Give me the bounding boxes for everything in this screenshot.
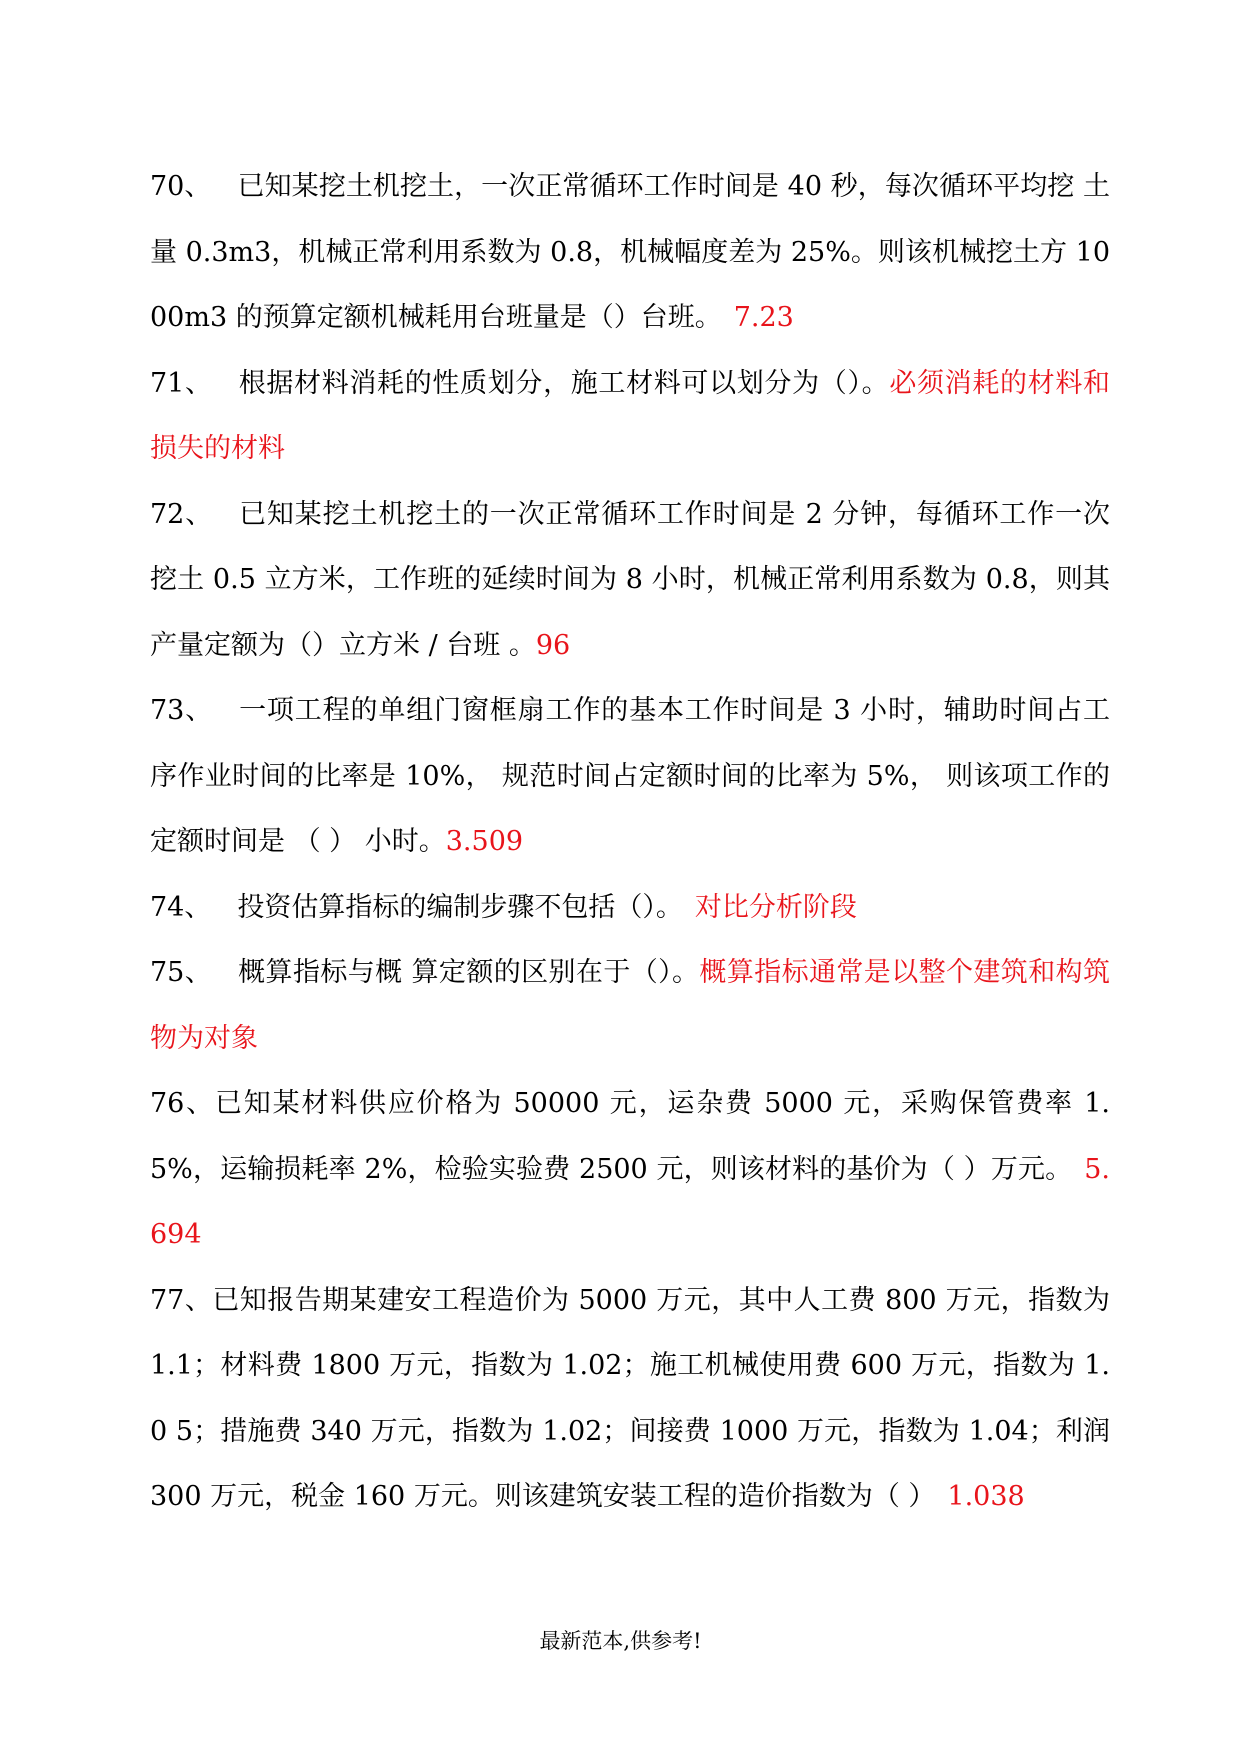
question-answer: 7.23 — [733, 302, 794, 333]
question-number: 70、 — [150, 171, 212, 202]
question-number: 72、 — [150, 498, 214, 530]
question-number: 73、 — [150, 695, 214, 726]
question-text: 根据材料消耗的性质划分，施工材料可以划分为（）。 — [238, 367, 890, 399]
question-answer: 5.694 — [150, 1153, 1110, 1250]
question-text: 概算指标与概 算定额的区别在于（）。 — [238, 957, 700, 988]
question-text: 已知某挖土机挖土的一次正常循环工作时间是 2 分钟，每循环工作一次 挖土 0.5 立方米，工作班的延续时间为 8 小时，机械正常利用系数为 0.8，则其 产量定额为（）立方米 / 台班 。 — [150, 498, 1111, 661]
question-answer: 必须消耗的材料和损失的材料 — [150, 367, 1111, 464]
question-74 — [150, 875, 1110, 941]
question-70 — [150, 154, 1110, 351]
question-answer: 对比分析阶段 — [694, 891, 857, 923]
question-number: 71、 — [150, 367, 213, 399]
question-text: 投资估算指标的编制步骤不包括（）。 — [237, 891, 683, 923]
question-number: 74、 — [150, 891, 212, 923]
question-answer: 概算指标通常是以整个建筑和构筑物为对象 — [150, 957, 1110, 1054]
question-75 — [150, 940, 1110, 1071]
question-list — [150, 154, 1110, 1530]
question-answer: 1.038 — [947, 1481, 1025, 1512]
question-number: 76、 — [150, 1088, 215, 1119]
question-71 — [150, 351, 1110, 482]
question-text: 一项工程的单组门窗框扇工作的基本工作时间是 3 小时，辅助时间占工 序作业时间的比率是 10%， 规范时间占定额时间的比率为 5%， 则该项工作的定额时间是 （ ） 小时。 — [150, 695, 1111, 857]
question-text: 已知某挖土机挖土，一次正常循环工作时间是 40 秒，每次循环平均挖 土量 0.3m3，机械正常利用系数为 0.8，机械幅度差为 25%。则该机械挖土方 10 00m3 的预算定额机械耗用台班量是（）台班。 — [150, 171, 1111, 333]
question-76 — [150, 1071, 1110, 1268]
question-text: 已知某材料供应价格为 50000 元，运杂费 5000 元，采购保管费率 1.5%，运输损耗率 2%，检验实验费 2500 元，则该材料的基价为（ ）万元。 — [150, 1088, 1110, 1185]
question-72 — [150, 482, 1110, 679]
page-footer: 最新范本,供参考! — [539, 1629, 702, 1653]
question-number: 75、 — [150, 957, 213, 988]
question-text: 已知报告期某建安工程造价为 5000 万元，其中人工费 800 万元，指数为 1.1；材料费 1800 万元，指数为 1.02；施工机械使用费 600 万元，指数为 1.0 5；措施费 340 万元，指数为 1.02；间接费 1000 万元，指数为 1.04；利润 300 万元，税金 160 万元。则该建筑安装工程的造价指数为（ ） — [150, 1284, 1111, 1512]
question-answer: 3.509 — [445, 826, 524, 857]
question-number: 77、 — [150, 1284, 213, 1316]
question-77 — [150, 1268, 1110, 1530]
question-answer: 96 — [535, 629, 571, 661]
question-73 — [150, 678, 1110, 875]
